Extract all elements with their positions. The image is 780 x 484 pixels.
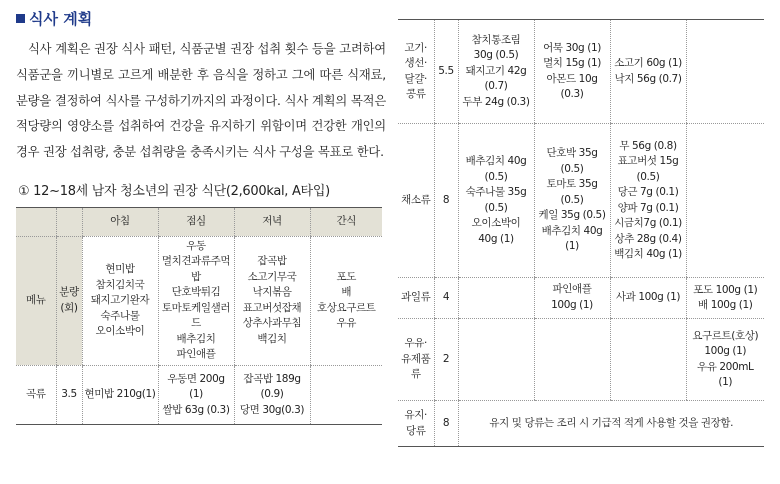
cell-breakfast <box>458 319 534 401</box>
header-row <box>16 207 382 236</box>
section-title <box>16 8 386 29</box>
corner-cell <box>56 207 82 236</box>
portion-value: 5.5 <box>434 20 458 124</box>
cell-lunch <box>534 319 610 401</box>
cell-dinner: 무 56g (0.8) 표고버섯 15g (0.5) 당근 7g (0.1) 양파 7g (0.1) 시금치7g (0.1) 상추 28g (0.4) 백김치 40g (1) <box>610 124 686 278</box>
cell-breakfast <box>458 278 534 319</box>
cell-dinner: 잡곡밥 189g (0.9) 당면 30g(0.3) <box>234 365 310 424</box>
cell-snack <box>686 20 764 124</box>
group-label: 고기· 생선· 달걀· 콩류 <box>398 20 434 124</box>
portion-value: 8 <box>434 401 458 447</box>
menu-dinner: 잡곡밥 소고기무국 낙지볶음 표고버섯잡채 상추사과무침 백김치 <box>234 236 310 365</box>
note-cell: 유지 및 당류는 조리 시 기급적 적게 사용할 것을 권장함. <box>458 401 764 447</box>
cell-lunch: 어묵 30g (1) 멸치 15g (1) 아몬드 10g (0.3) <box>534 20 610 124</box>
header-breakfast: 아침 <box>82 207 158 236</box>
cell-breakfast: 현미밥 210g(1) <box>82 365 158 424</box>
group-label: 유지· 당류 <box>398 401 434 447</box>
cell-breakfast: 배추김치 40g (0.5) 숙주나물 35g (0.5) 오이소박이 40g (1) <box>458 124 534 278</box>
table-row <box>398 124 764 278</box>
cell-lunch: 파인애플 100g (1) <box>534 278 610 319</box>
intro-paragraph: 식사 계획은 권장 식사 패턴, 식품군별 권장 섭취 횟수 등을 고려하여 식품군을 끼니별로 고르게 배분한 후 음식을 정하고 그에 따른 식재료, 분량을 결정하여 식사를 구성하기까지의 과정이다. 식사 계획의 목적은 적당량의 영양소를 섭취하여 건강을 유지하기 위함이며 건강한 개인의 경우 권장 섭취량, 충분 섭취량을 충족시키는 식사 구성을 목표로 한다. <box>16 42 386 160</box>
cell-lunch: 우동면 200g (1) 쌀밥 63g (0.3) <box>158 365 234 424</box>
menu-snack: 포도 배 호상요구르트 우유 <box>310 236 382 365</box>
square-bullet-icon <box>16 14 25 23</box>
table-row <box>398 319 764 401</box>
cell-dinner <box>610 319 686 401</box>
cell-snack <box>686 124 764 278</box>
cell-dinner: 사과 100g (1) <box>610 278 686 319</box>
portion-value: 2 <box>434 319 458 401</box>
group-label: 과일류 <box>398 278 434 319</box>
left-column <box>16 8 386 425</box>
cell-snack: 포도 100g (1) 배 100g (1) <box>686 278 764 319</box>
portion-value: 3.5 <box>56 365 82 424</box>
cell-snack: 요구르트(호상) 100g (1) 우유 200mL (1) <box>686 319 764 401</box>
menu-label: 메뉴 <box>16 236 56 365</box>
table-subheading: ① 12~18세 남자 청소년의 권장 식단(2,600kal, A타입) <box>18 183 330 199</box>
menu-row <box>16 236 382 365</box>
meal-plan-table-right <box>398 19 764 447</box>
group-label: 채소류 <box>398 124 434 278</box>
header-lunch: 점심 <box>158 207 234 236</box>
menu-breakfast: 현미밥 참치김치국 돼지고기완자 숙주나물 오이소박이 <box>82 236 158 365</box>
table-row <box>16 365 382 424</box>
header-snack: 간식 <box>310 207 382 236</box>
cell-breakfast: 참치통조림 30g (0.5) 돼지고기 42g (0.7) 두부 24g (0.3) <box>458 20 534 124</box>
table-row <box>398 401 764 447</box>
section-title-text: 식사 계획 <box>29 10 93 28</box>
cell-snack <box>310 365 382 424</box>
menu-lunch: 우동 멸치견과류주먹밥 단호박튀김 토마토케일샐러드 배추김치 파인애플 <box>158 236 234 365</box>
table-row <box>398 20 764 124</box>
meal-plan-table-left <box>16 207 382 425</box>
group-label: 우유· 유제품 류 <box>398 319 434 401</box>
table-row <box>398 278 764 319</box>
portion-value: 8 <box>434 124 458 278</box>
group-label: 곡류 <box>16 365 56 424</box>
corner-cell <box>16 207 56 236</box>
portion-label: 분량 (회) <box>56 236 82 365</box>
cell-lunch: 단호박 35g (0.5) 토마토 35g (0.5) 케일 35g (0.5) 배추김치 40g (1) <box>534 124 610 278</box>
cell-dinner: 소고기 60g (1) 낙지 56g (0.7) <box>610 20 686 124</box>
portion-value: 4 <box>434 278 458 319</box>
header-dinner: 저녁 <box>234 207 310 236</box>
